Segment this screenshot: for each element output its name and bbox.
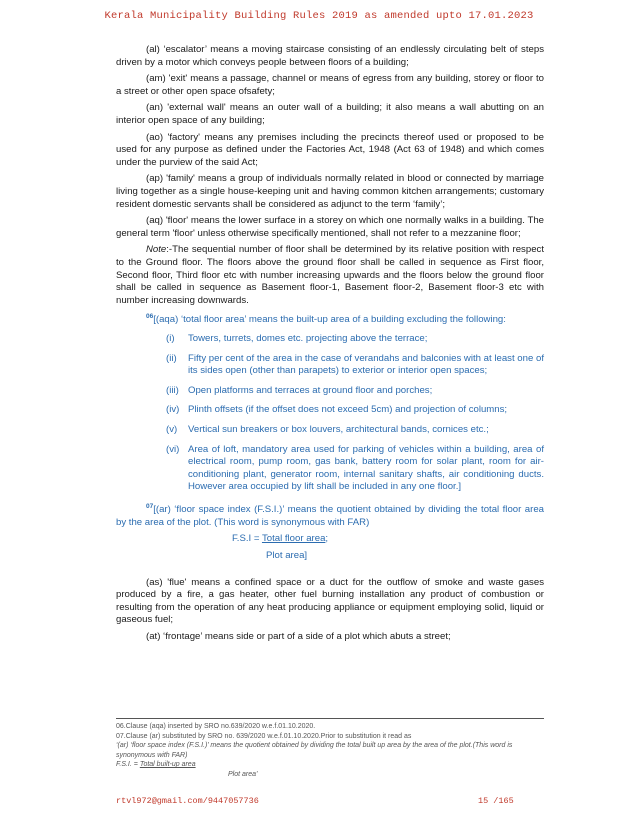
footnote-ref-07: 07 xyxy=(146,503,154,510)
list-item xyxy=(166,444,544,494)
item-text: Vertical sun breakers or box louvers, architectural bands, cornices etc.; xyxy=(188,424,489,436)
formula-separator: ; xyxy=(325,533,329,545)
item-number: (iv) xyxy=(166,404,180,416)
footnote-07-formula xyxy=(116,760,544,770)
aqa-exclusion-list xyxy=(116,333,544,494)
clause-ar-text: [(ar) ‘floor space index (F.S.I.)’ means the quotient obtained by dividing the total floor area by the area of the plot. (This word is synonymous with FAR) xyxy=(116,504,544,528)
clause-an: (an) 'external wall' means an outer wall of a building; it also means a wall abutting on an interior open space of any building; xyxy=(116,102,544,126)
item-text: Fifty per cent of the area in the case of verandahs and balconies with at least one of its sides open (other than parapets) to exterior or interior open spaces; xyxy=(188,352,544,377)
footnotes xyxy=(116,722,544,780)
note-text: :-The sequential number of floor shall be determined by its relative position with respect to the Ground floor. The floors above the ground floor shall be called in sequence as First floor, Second floor, Third floor etc with number increasing upwards and the floors below the ground floor shall be called in sequence as Basement floor-1, Basement floor-2, Basement floor-3 etc with number increasing downwards. xyxy=(116,244,544,306)
clause-as: (as) 'flue' means a confined space or a duct for the outflow of smoke and waste gases produced by a fire, a gas heater, other fuel burning installation any product of combustion or resulting from the operation of any heat producing appliance or equipment employing solid, liquid or gaseous fuel; xyxy=(116,576,544,626)
footnote-divider xyxy=(116,718,544,719)
footnote-07-quote: ‘(ar) ‘floor space index (F.S.I.)’ means the quotient obtained by dividing the total built up area by the area of the plot.(This word is synonymous with FAR) xyxy=(116,742,513,759)
item-text: Open platforms and terraces at ground floor and porches; xyxy=(188,384,433,396)
item-text: Area of loft, mandatory area used for parking of vehicles within a building, area of electrical room, pump room, gas bank, battery room for solar plant, room for air-conditioning plant, generator room, internal sanitary shafts, air conditioning ducts. However area occupied by lift shall be included in any one floor.] xyxy=(188,443,544,493)
footnote-06: 06.Clause (aqa) inserted by SRO no.639/2020 w.e.f.01.10.2020. xyxy=(116,723,316,730)
clause-at: (at) ‘frontage’ means side or part of a side of a plot which abuts a street; xyxy=(146,630,451,642)
item-text: Plinth offsets (if the offset does not exceed 5cm) and projection of columns; xyxy=(188,404,508,416)
footer-email: rtvl972@gmail.com xyxy=(116,796,203,806)
fsi-formula xyxy=(116,533,544,546)
footnote-formula-numerator: Total built-up area xyxy=(139,761,196,769)
page-number: 15 /165 xyxy=(478,796,514,806)
footer-phone: 9447057736 xyxy=(207,796,259,806)
item-number: (vi) xyxy=(166,443,180,455)
formula-lhs: F.S.I = xyxy=(232,533,262,545)
item-number: (v) xyxy=(166,424,178,436)
running-header: Kerala Municipality Building Rules 2019 as amended upto 17.01.2023 xyxy=(104,10,534,22)
footnote-formula-lhs: F.S.I. = xyxy=(116,761,140,769)
list-item xyxy=(166,385,544,398)
clause-aq: (aq) 'floor' means the lower surface in a storey on which one normally walks in a building. The general term 'floor' unless otherwise specifically mentioned, shall not refer to a mezzanine floor; xyxy=(116,215,544,239)
item-number: (ii) xyxy=(166,352,177,364)
clause-am: (am) 'exit' means a passage, channel or means of egress from any building, storey or floor to a street or other open space ofsafety; xyxy=(116,73,544,97)
footer-contact xyxy=(116,796,259,806)
page-body xyxy=(116,44,544,648)
clause-al: (al) ‘escalator’ means a moving staircase consisting of an endlessly circulating belt of steps driven by a motor which conveys people between floors of a building; xyxy=(116,44,544,68)
item-number: (i) xyxy=(166,333,175,345)
footer-separator: / xyxy=(202,796,208,806)
clause-ar xyxy=(116,501,544,529)
clause-ao: (ao) 'factory' means any premises including the precincts thereof used or proposed to be used for any purpose as defined under the Factories Act, 1948 (Act 63 of 1948) and which comes under the purview of the said Act; xyxy=(116,131,544,168)
item-number: (iii) xyxy=(166,384,179,396)
formula-numerator: Total floor area xyxy=(261,533,326,545)
list-item xyxy=(166,353,544,378)
list-item xyxy=(166,333,544,346)
list-item xyxy=(166,404,544,417)
footnote-formula-denominator: Plot area’ xyxy=(228,770,258,778)
list-item xyxy=(166,424,544,437)
item-text: Towers, turrets, domes etc. projecting above the terrace; xyxy=(188,333,428,345)
footnote-ref-06: 06 xyxy=(146,313,154,321)
clause-ap: (ap) 'family' means a group of individuals normally related in blood or connected by marriage living together as a single house-keeping unit and having common kitchen arrangements; customary resident domestic servants shall be considered as adjunct to the term ‘family’; xyxy=(116,173,544,210)
note-paragraph xyxy=(116,244,544,307)
note-label: Note xyxy=(146,244,167,256)
formula-denominator: Plot area] xyxy=(266,549,308,561)
clause-aqa xyxy=(116,311,544,327)
footnote-07: 07.Clause (ar) substituted by SRO no. 639/2020 w.e.f.01.10.2020.Prior to substitution it read as xyxy=(116,732,412,740)
clause-aqa-text: [(aqa) ‘total floor area’ means the built-up area of a building excluding the following: xyxy=(153,314,506,326)
